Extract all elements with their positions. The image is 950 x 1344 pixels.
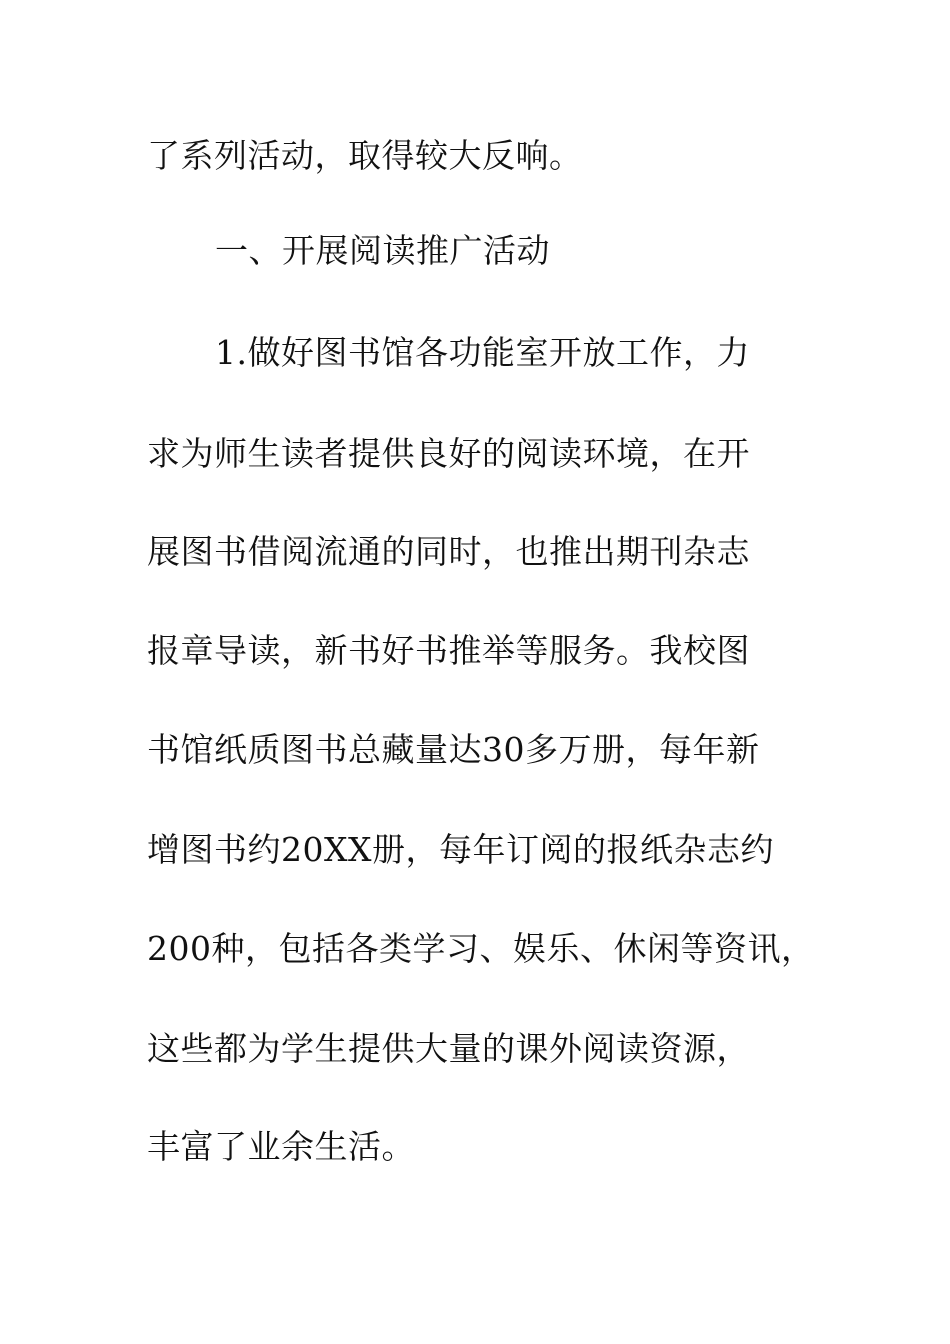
paragraph-line: 书馆纸质图书总藏量达30多万册，每年新 [147,730,760,769]
paragraph-line: 展图书借阅流通的同时，也推出期刊杂志 [147,532,750,571]
section-heading: 一、开展阅读推广活动 [215,231,550,270]
paragraph-line: 报章导读，新书好书推举等服务。我校图 [147,631,750,670]
paragraph-line: 1.做好图书馆各功能室开放工作，力 [215,333,750,372]
paragraph-line: 了系列活动，取得较大反响。 [147,136,583,175]
paragraph-line: 这些都为学生提供大量的课外阅读资源， [147,1029,750,1068]
paragraph-line: 求为师生读者提供良好的阅读环境，在开 [147,434,750,473]
paragraph-line: 增图书约20XX册，每年订阅的报纸杂志约 [147,830,774,869]
paragraph-line: 丰富了业余生活。 [147,1127,415,1166]
paragraph-line: 200种，包括各类学习、娱乐、休闲等资讯， [147,929,815,968]
